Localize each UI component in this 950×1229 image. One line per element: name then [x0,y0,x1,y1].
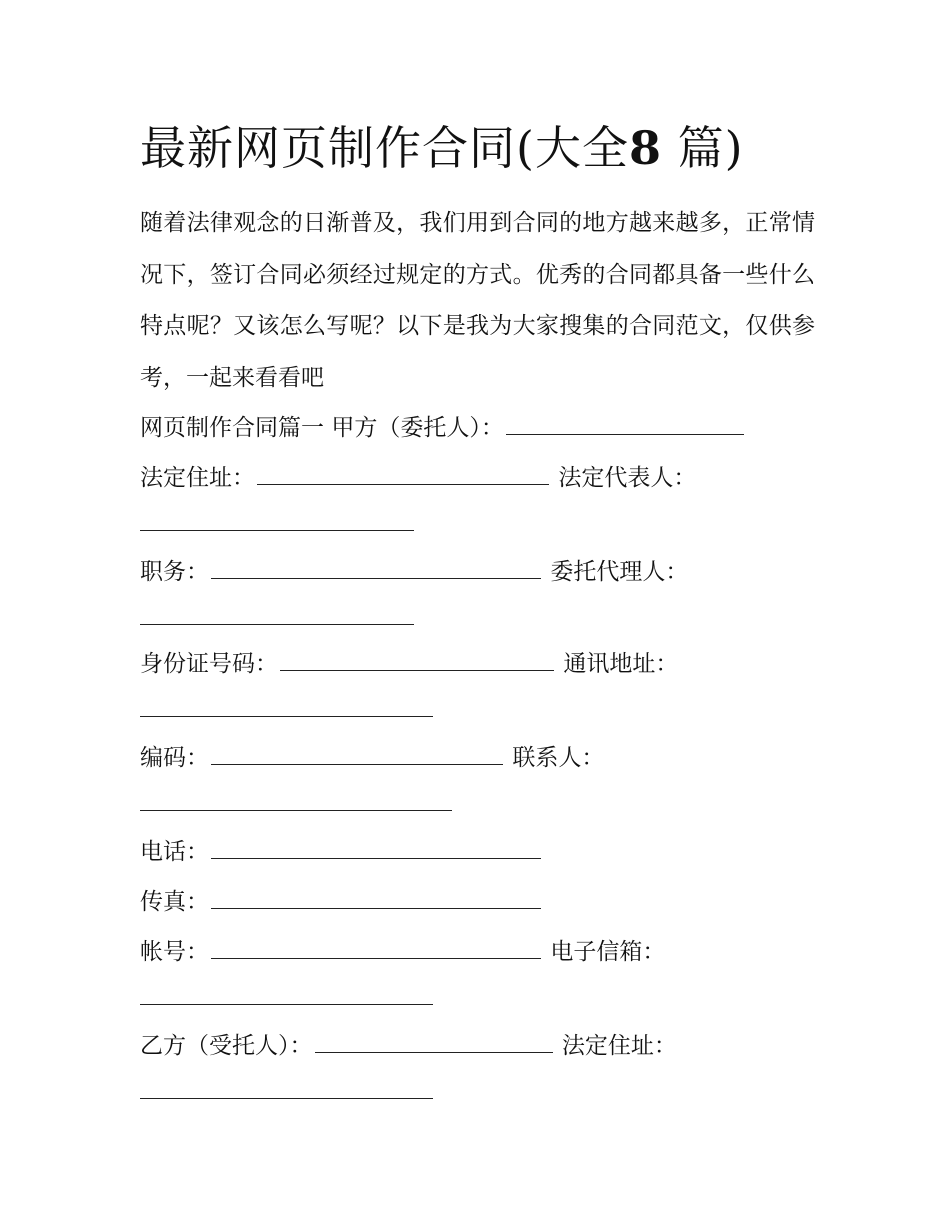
mail-address-label: 通讯地址： [563,651,679,677]
party-b-blank [315,1030,553,1053]
legal-address-b-blank [140,1076,433,1099]
legal-address-row [140,462,696,492]
email-blank [140,982,433,1005]
fax-label: 传真： [140,889,209,915]
postcode-label: 编码： [140,745,209,771]
legal-rep-row [140,508,414,538]
party-a-blank [506,412,744,435]
id-number-row [140,648,678,678]
account-row [140,936,665,966]
position-label: 职务： [140,559,209,585]
party-a-row [140,412,746,442]
postcode-row [140,742,604,772]
phone-blank [211,836,541,859]
legal-address-b-label: 法定住址： [561,1033,677,1059]
fax-row [140,886,543,916]
contact-blank [140,788,452,811]
intro-paragraph: 随着法律观念的日渐普及，我们用到合同的地方越来越多，正常情况下，签订合同必须经过规定的方式。优秀的合同都具备一些什么特点呢？又该怎么写呢？以下是我为大家搜集的合同范文，仅供参考，一起来看看吧 [140,210,815,391]
email-label: 电子信箱： [550,939,666,965]
account-blank [211,936,541,959]
phone-label: 电话： [140,839,209,865]
legal-address-blank [257,462,549,485]
fax-blank [211,886,541,909]
party-b-label: 乙方（受托人）： [140,1033,313,1059]
legal-address-b-row [140,1076,433,1106]
mail-address-row [140,694,433,724]
id-number-label: 身份证号码： [140,651,278,677]
phone-row [140,836,543,866]
contact-label: 联系人： [512,745,605,771]
section-label: 网页制作合同篇一 [140,415,324,441]
party-b-row [140,1030,677,1060]
contact-row [140,788,452,818]
account-label: 帐号： [140,939,209,965]
agent-row [140,602,414,632]
mail-address-blank [140,694,433,717]
position-row [140,556,688,586]
legal-address-label: 法定住址： [140,465,255,491]
party-a-label: 甲方（委托人）： [331,415,504,441]
document-title [140,120,744,176]
title-number: 8 [628,121,662,175]
id-number-blank [280,648,554,671]
title-suffix: 篇) [677,121,744,175]
email-row [140,982,433,1012]
legal-rep-label: 法定代表人： [558,465,697,491]
legal-rep-blank [140,508,414,531]
position-blank [211,556,541,579]
agent-label: 委托代理人： [550,559,689,585]
title-text: 最新网页制作合同(大全 [140,121,629,175]
agent-blank [140,602,414,625]
postcode-blank [211,742,503,765]
